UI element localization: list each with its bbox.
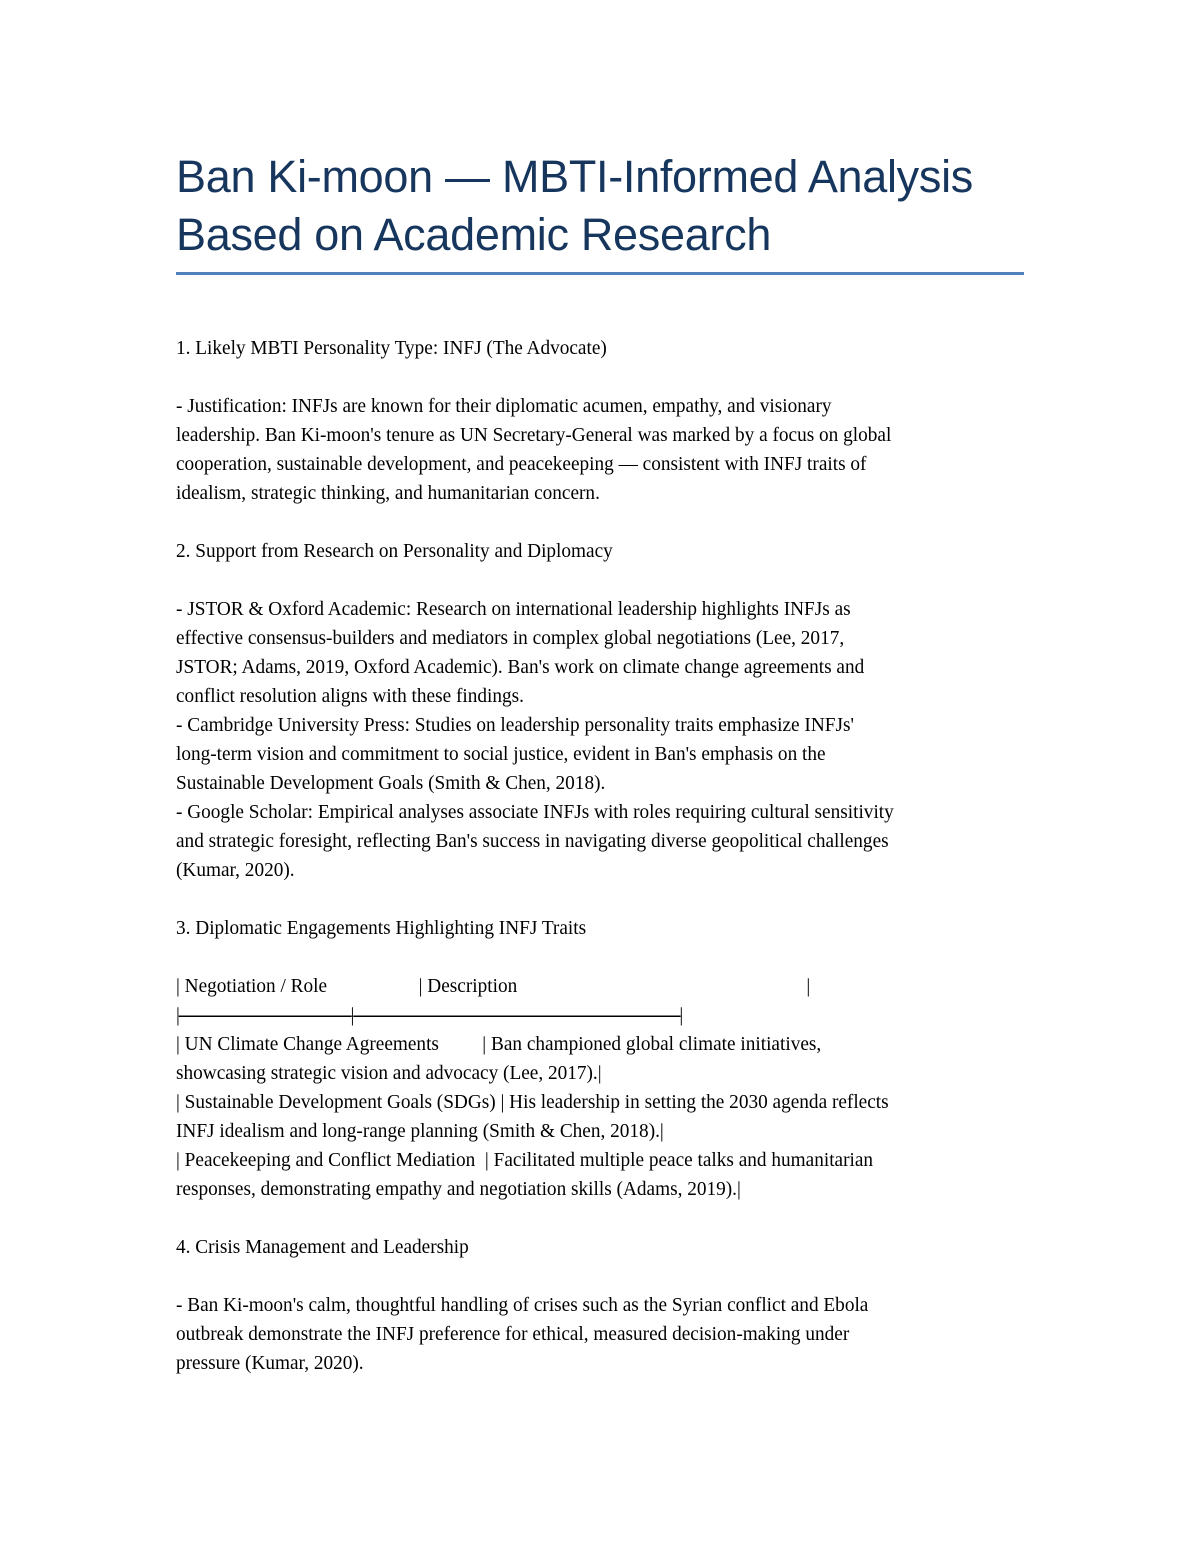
title-line-1: Ban Ki-moon — MBTI-Informed Analysis xyxy=(176,151,973,202)
body-line: outbreak demonstrate the INFJ preference for ethical, measured decision-making under xyxy=(176,1324,850,1345)
body-line: - Cambridge University Press: Studies on leadership personality traits emphasize INFJs' xyxy=(176,715,854,736)
body-line: effective consensus-builders and mediators in complex global negotiations (Lee, 2017, xyxy=(176,628,845,649)
body-line: conflict resolution aligns with these findings. xyxy=(176,686,524,707)
body-line: - JSTOR & Oxford Academic: Research on international leadership highlights INFJs as xyxy=(176,599,851,620)
paragraph-spacer xyxy=(176,885,1036,914)
document-body xyxy=(176,334,1036,1378)
document-title xyxy=(176,148,1026,264)
body-line: - Google Scholar: Empirical analyses associate INFJs with roles requiring cultural sensitivity xyxy=(176,802,894,823)
paragraph-spacer xyxy=(176,1204,1036,1233)
title-underline-rule xyxy=(176,272,1024,275)
table-row-continuation: INFJ idealism and long-range planning (Smith & Chen, 2018).| xyxy=(176,1121,664,1142)
body-line: Sustainable Development Goals (Smith & Chen, 2018). xyxy=(176,773,606,794)
body-line: cooperation, sustainable development, and peacekeeping — consistent with INFJ traits of xyxy=(176,454,867,475)
table-row: | Peacekeeping and Conflict Mediation | Facilitated multiple peace talks and humanitarian xyxy=(176,1150,874,1171)
body-line: - Ban Ki-moon's calm, thoughtful handling of crises such as the Syrian conflict and Ebola xyxy=(176,1295,869,1316)
section-heading: 1. Likely MBTI Personality Type: INFJ (The Advocate) xyxy=(176,338,607,359)
table-header-row: | Negotiation / Role | Description | xyxy=(176,976,811,997)
table-row: | UN Climate Change Agreements | Ban championed global climate initiatives, xyxy=(176,1034,822,1055)
body-line: idealism, strategic thinking, and humanitarian concern. xyxy=(176,483,600,504)
table-row-continuation: responses, demonstrating empathy and negotiation skills (Adams, 2019).| xyxy=(176,1179,741,1200)
table-separator-row: |--------------------------------------|------------------------------------------------------------------------| xyxy=(176,1005,682,1026)
section-heading: 4. Crisis Management and Leadership xyxy=(176,1237,469,1258)
body-line: (Kumar, 2020). xyxy=(176,860,295,881)
table-row-continuation: showcasing strategic vision and advocacy (Lee, 2017).| xyxy=(176,1063,602,1084)
table-row: | Sustainable Development Goals (SDGs) | His leadership in setting the 2030 agenda reflects xyxy=(176,1092,889,1113)
paragraph-spacer xyxy=(176,943,1036,972)
body-line: JSTOR; Adams, 2019, Oxford Academic). Ban's work on climate change agreements and xyxy=(176,657,865,678)
section-heading: 2. Support from Research on Personality and Diplomacy xyxy=(176,541,613,562)
body-line: pressure (Kumar, 2020). xyxy=(176,1353,364,1374)
title-line-2: Based on Academic Research xyxy=(176,209,772,260)
body-line: leadership. Ban Ki-moon's tenure as UN Secretary-General was marked by a focus on global xyxy=(176,425,892,446)
paragraph-spacer xyxy=(176,508,1036,537)
body-line: long-term vision and commitment to social justice, evident in Ban's emphasis on the xyxy=(176,744,826,765)
body-line: and strategic foresight, reflecting Ban's success in navigating diverse geopolitical challenges xyxy=(176,831,889,852)
body-line: - Justification: INFJs are known for their diplomatic acumen, empathy, and visionary xyxy=(176,396,832,417)
section-heading: 3. Diplomatic Engagements Highlighting INFJ Traits xyxy=(176,918,587,939)
paragraph-spacer xyxy=(176,566,1036,595)
paragraph-spacer xyxy=(176,1262,1036,1291)
paragraph-spacer xyxy=(176,363,1036,392)
